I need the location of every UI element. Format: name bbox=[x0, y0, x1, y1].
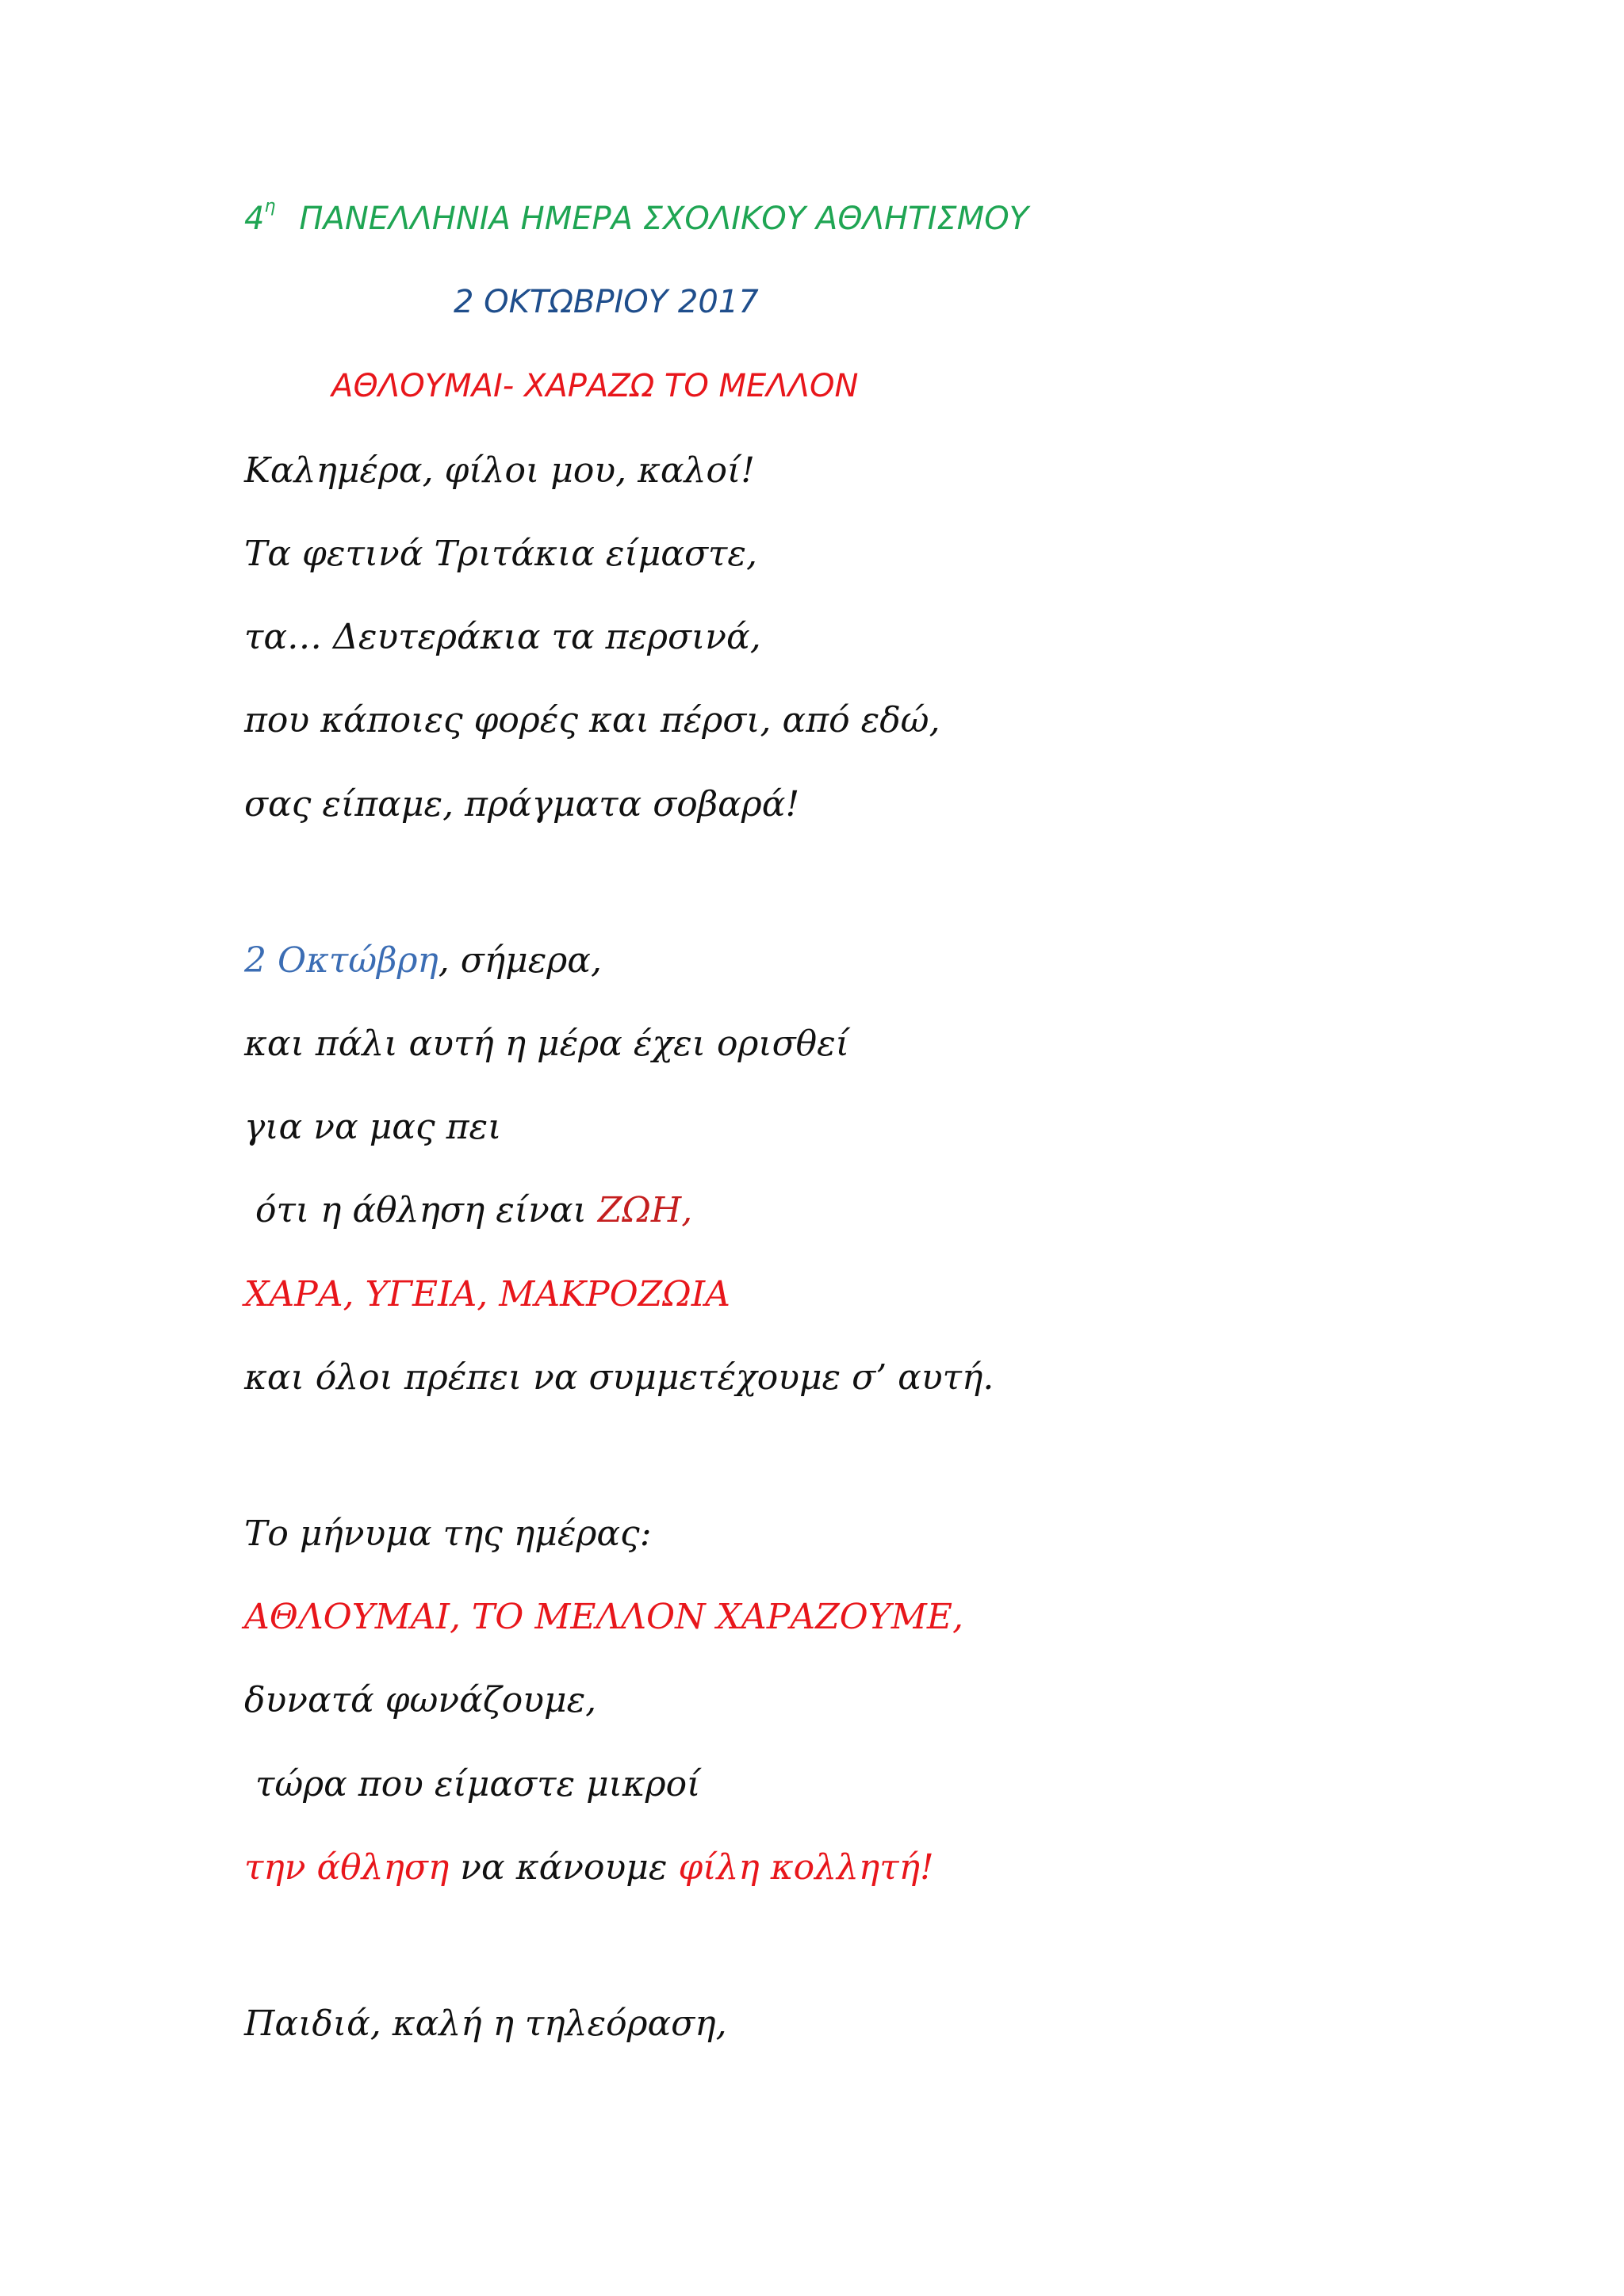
poem-line: τα… Δευτεράκια τα περσινά, bbox=[244, 617, 761, 657]
poem-line-highlight: ΧΑΡΑ, ΥΓΕΙΑ, ΜΑΚΡΟΖΩΙΑ bbox=[244, 1274, 730, 1314]
highlight-text: ΖΩΗ, bbox=[597, 1190, 693, 1230]
title-ordinal-suffix: η bbox=[264, 197, 276, 216]
poem-line: και όλοι πρέπει να συμμετέχουμε σ’ αυτή. bbox=[244, 1357, 994, 1398]
date-highlight: 2 Οκτώβρη bbox=[244, 940, 439, 981]
poem-line bbox=[244, 1847, 934, 1888]
poem-line: και πάλι αυτή η μέρα έχει ορισθεί bbox=[244, 1024, 849, 1064]
poem-line: Παιδιά, καλή η τηλεόραση, bbox=[244, 2003, 727, 2044]
poem-line: τώρα που είμαστε μικροί bbox=[244, 1764, 701, 1804]
title-number: 4 bbox=[244, 201, 265, 237]
poem-line: Τα φετινά Τριτάκια είμαστε, bbox=[244, 534, 757, 574]
poem-text: ότι η άθληση είναι bbox=[244, 1190, 598, 1230]
poem-line: δυνατά φωνάζουμε, bbox=[244, 1680, 597, 1720]
poem-text: να κάνουμε bbox=[449, 1847, 679, 1888]
poem-line: σας είπαμε, πράγματα σοβαρά! bbox=[244, 784, 800, 825]
poem-line: Καλημέρα, φίλοι μου, καλοί! bbox=[244, 450, 755, 491]
poem-line: για να μας πει bbox=[244, 1107, 502, 1147]
poem-line-highlight: ΑΘΛΟΥΜΑΙ, ΤΟ ΜΕΛΛΟΝ ΧΑΡΑΖΟΥΜΕ, bbox=[244, 1597, 963, 1637]
highlight-text: την άθληση bbox=[244, 1847, 450, 1888]
heading-date: 2 ΟΚΤΩΒΡΙΟΥ 2017 bbox=[454, 284, 759, 320]
title-text: ΠΑΝΕΛΛΗΝΙΑ ΗΜΕΡΑ ΣΧΟΛΙΚΟΥ ΑΘΛΗΤΙΣΜΟΥ bbox=[299, 201, 1029, 237]
poem-line: που κάποιες φορές και πέρσι, από εδώ, bbox=[244, 700, 940, 740]
heading-motto: ΑΘΛΟΥΜΑΙ- ΧΑΡΑΖΩ ΤΟ ΜΕΛΛΟΝ bbox=[331, 368, 859, 404]
poem-line bbox=[244, 940, 602, 981]
highlight-text: φίλη κολλητή! bbox=[678, 1847, 934, 1888]
poem-line: Το μήνυμα της ημέρας: bbox=[244, 1513, 652, 1554]
poem-text: , σήμερα, bbox=[438, 940, 602, 981]
poem-line bbox=[244, 1190, 693, 1230]
heading-title bbox=[244, 197, 1029, 237]
